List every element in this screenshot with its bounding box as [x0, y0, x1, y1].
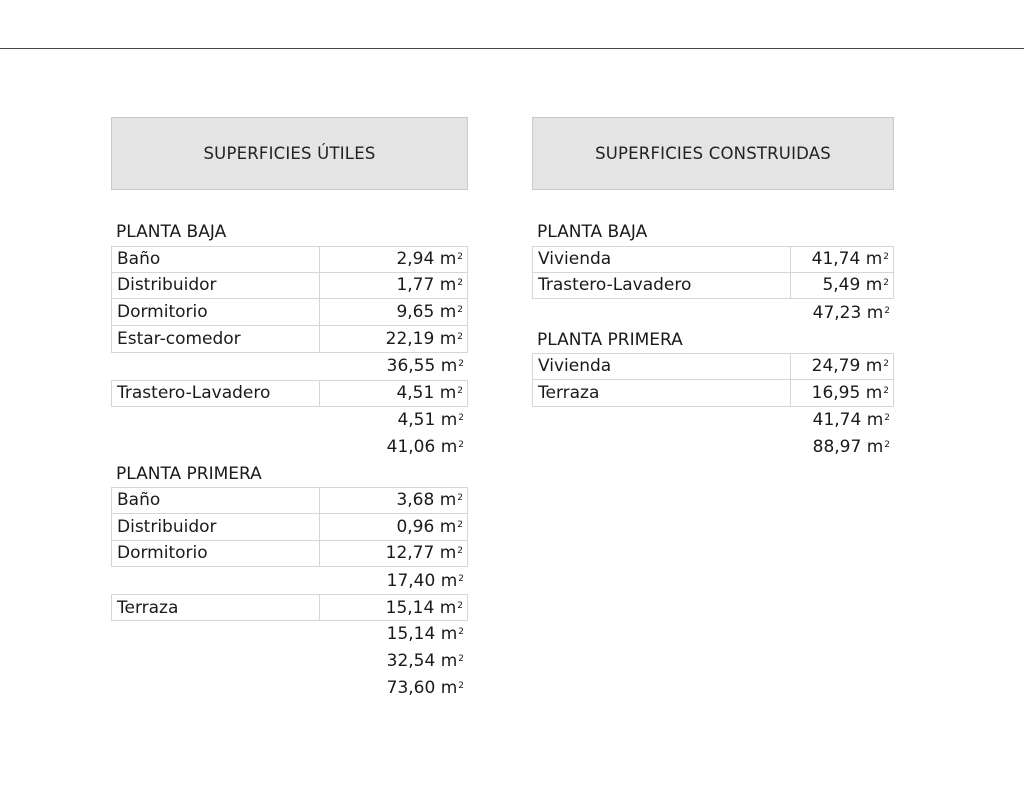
area-value — [319, 594, 468, 621]
section-heading — [111, 219, 468, 246]
area-number: 2,94 — [396, 249, 435, 270]
unit-label: m — [865, 382, 883, 403]
room-name: Trastero-Lavadero — [532, 273, 790, 300]
area-number: 73,60 — [386, 677, 436, 698]
subtotal-value — [319, 621, 468, 648]
area-row — [111, 246, 468, 273]
room-name: Dormitorio — [111, 299, 319, 326]
area-number: 24,79 — [811, 356, 861, 377]
area-number: 3,68 — [396, 490, 435, 511]
area-value — [319, 380, 468, 407]
area-number: 22,19 — [385, 329, 435, 350]
unit-label: m — [865, 249, 883, 270]
area-row — [111, 380, 468, 407]
area-number: 1,77 — [396, 275, 435, 296]
room-name: Terraza — [532, 380, 790, 407]
unit-label: m — [866, 436, 884, 457]
subtotal-value — [790, 299, 894, 326]
area-number: 15,14 — [385, 597, 435, 618]
subtotal-value — [790, 407, 894, 434]
unit-exponent: 2 — [458, 654, 464, 665]
subtotal-row — [111, 407, 468, 434]
subtotal-row — [111, 433, 468, 460]
unit-exponent: 2 — [883, 359, 889, 370]
unit-exponent: 2 — [883, 278, 889, 289]
subtotal-row — [111, 567, 468, 594]
section-heading — [532, 326, 894, 353]
unit-label: m — [440, 624, 458, 645]
unit-exponent: 2 — [884, 305, 890, 316]
area-value — [319, 326, 468, 353]
unit-label: m — [439, 597, 457, 618]
area-value — [790, 273, 894, 300]
unit-exponent: 2 — [457, 252, 463, 263]
subtotal-value — [319, 353, 468, 380]
area-row — [111, 514, 468, 541]
unit-label: m — [439, 543, 457, 564]
area-number: 15,14 — [386, 624, 436, 645]
useful-areas-title: SUPERFICIES ÚTILES — [203, 144, 376, 163]
unit-exponent: 2 — [883, 385, 889, 396]
room-name: Vivienda — [532, 246, 790, 273]
useful-areas-column — [111, 117, 468, 701]
unit-exponent: 2 — [457, 519, 463, 530]
subtotal-value — [319, 648, 468, 675]
area-number: 88,97 — [812, 436, 862, 457]
unit-exponent: 2 — [458, 359, 464, 370]
room-name: Distribuidor — [111, 514, 319, 541]
room-name: Trastero-Lavadero — [111, 380, 319, 407]
section-label: PLANTA BAJA — [116, 222, 227, 243]
subtotal-row — [111, 648, 468, 675]
area-number: 4,51 — [396, 383, 435, 404]
unit-exponent: 2 — [458, 627, 464, 638]
area-value — [319, 299, 468, 326]
area-number: 17,40 — [386, 570, 436, 591]
area-number: 41,74 — [812, 409, 862, 430]
unit-exponent: 2 — [457, 305, 463, 316]
useful-areas-table — [111, 219, 468, 701]
subtotal-value — [319, 407, 468, 434]
unit-label: m — [439, 275, 457, 296]
unit-label: m — [439, 249, 457, 270]
subtotal-row — [532, 407, 894, 434]
area-value — [790, 380, 894, 407]
room-name: Vivienda — [532, 353, 790, 380]
room-name: Terraza — [111, 594, 319, 621]
area-value — [319, 246, 468, 273]
room-name: Baño — [111, 487, 319, 514]
unit-exponent: 2 — [884, 412, 890, 423]
area-number: 5,49 — [822, 275, 861, 296]
section-label: PLANTA PRIMERA — [116, 463, 262, 484]
room-name: Estar-comedor — [111, 326, 319, 353]
unit-label: m — [865, 356, 883, 377]
section-label: PLANTA PRIMERA — [537, 329, 683, 350]
unit-label: m — [439, 383, 457, 404]
area-number: 12,77 — [385, 543, 435, 564]
area-row — [532, 353, 894, 380]
built-areas-table — [532, 219, 894, 460]
subtotal-row — [532, 433, 894, 460]
subtotal-row — [111, 675, 468, 702]
area-row — [532, 246, 894, 273]
unit-exponent: 2 — [457, 546, 463, 557]
subtotal-row — [111, 621, 468, 648]
unit-exponent: 2 — [457, 278, 463, 289]
unit-exponent: 2 — [458, 680, 464, 691]
area-number: 41,74 — [811, 249, 861, 270]
area-row — [111, 541, 468, 568]
room-name: Dormitorio — [111, 541, 319, 568]
unit-label: m — [440, 570, 458, 591]
area-value — [790, 353, 894, 380]
area-number: 41,06 — [386, 436, 436, 457]
section-heading — [111, 460, 468, 487]
area-number: 47,23 — [812, 302, 862, 323]
unit-label: m — [866, 409, 884, 430]
useful-areas-header — [111, 117, 468, 190]
section-label: PLANTA BAJA — [537, 222, 648, 243]
unit-exponent: 2 — [457, 600, 463, 611]
unit-label: m — [439, 516, 457, 537]
area-number: 4,51 — [397, 409, 436, 430]
area-value — [790, 246, 894, 273]
unit-exponent: 2 — [458, 412, 464, 423]
area-row — [111, 326, 468, 353]
area-row — [111, 594, 468, 621]
subtotal-value — [319, 567, 468, 594]
area-number: 16,95 — [811, 382, 861, 403]
top-rule — [0, 48, 1024, 49]
subtotal-row — [111, 353, 468, 380]
subtotal-value — [790, 433, 894, 460]
area-row — [111, 299, 468, 326]
subtotal-value — [319, 433, 468, 460]
unit-label: m — [440, 356, 458, 377]
unit-exponent: 2 — [458, 439, 464, 450]
room-name: Baño — [111, 246, 319, 273]
area-value — [319, 273, 468, 300]
built-areas-title: SUPERFICIES CONSTRUIDAS — [595, 144, 831, 163]
area-row — [111, 273, 468, 300]
area-value — [319, 541, 468, 568]
unit-label: m — [439, 329, 457, 350]
area-value — [319, 487, 468, 514]
unit-exponent: 2 — [457, 493, 463, 504]
unit-label: m — [440, 436, 458, 457]
room-name: Distribuidor — [111, 273, 319, 300]
unit-label: m — [866, 302, 884, 323]
unit-label: m — [865, 275, 883, 296]
built-areas-header — [532, 117, 894, 190]
unit-exponent: 2 — [457, 386, 463, 397]
subtotal-row — [532, 299, 894, 326]
area-number: 36,55 — [386, 356, 436, 377]
unit-label: m — [440, 651, 458, 672]
unit-exponent: 2 — [884, 439, 890, 450]
unit-exponent: 2 — [883, 252, 889, 263]
built-areas-column — [532, 117, 894, 460]
area-value — [319, 514, 468, 541]
area-number: 0,96 — [396, 516, 435, 537]
unit-exponent: 2 — [457, 332, 463, 343]
area-row — [532, 273, 894, 300]
unit-label: m — [439, 302, 457, 323]
area-number: 32,54 — [386, 651, 436, 672]
unit-label: m — [439, 490, 457, 511]
unit-label: m — [440, 409, 458, 430]
unit-label: m — [440, 677, 458, 698]
section-heading — [532, 219, 894, 246]
area-row — [532, 380, 894, 407]
area-row — [111, 487, 468, 514]
area-number: 9,65 — [396, 302, 435, 323]
subtotal-value — [319, 675, 468, 702]
unit-exponent: 2 — [458, 573, 464, 584]
